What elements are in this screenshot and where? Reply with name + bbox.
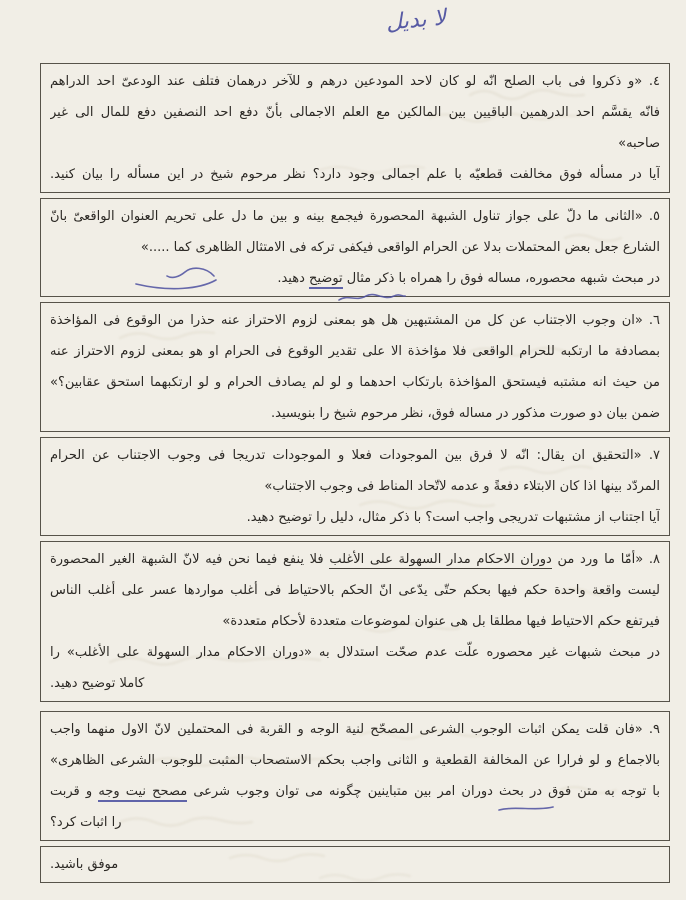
question-4-instruction: آيا در مسأله فوق مخالفت قطعيّه با علم اجمالى وجود دارد؟ نظر مرحوم شيخ در اين مسأله را بيان كنيد. (50, 167, 660, 182)
question-8-line-1 (50, 544, 660, 575)
pen-underlined-word: توضيح (309, 271, 343, 289)
instruction-text: در مبحث شبهه محصوره، مساله فوق را همراه با ذكر مثال (342, 271, 660, 286)
question-7-line-1: ٧. «التحقيق ان يقال: انّه لا فرق بين الموجودات فعلا و الموجودات تدريجا فى وجوب الاجتناب عن الحرام (50, 448, 660, 463)
instruction-text: دهيد. (277, 271, 309, 286)
question-9-instruction-2: را اثبات كرد؟ (50, 815, 122, 830)
question-8-line-3: فيرتفع حكم الاحتياط فيها مطلقا بل هى عنوان لموضوعات متعددة لأحكام متعددة» (222, 614, 660, 629)
question-5-line-1: ٥. «الثانى ما دلّ على جواز تناول الشبهة المحصورة فيجمع بينه و بين ما دل على تحريم العنوان الواقعىّ بانّ (50, 209, 660, 224)
question-block-4 (40, 63, 670, 193)
instruction-text: و قربت (50, 784, 99, 799)
question-8-instruction-1: در مبحث شبهات غير محصوره علّت عدم صحّت استدلال به «دوران الاحكام مدار السهولة على الأغلب» را (50, 645, 660, 660)
question-5-line-2: الشارع جعل بعض المحتملات بدلا عن الحرام الواقعى فيكفى تركه فى الامتثال الظاهرى كما .....» (140, 240, 660, 255)
printed-underlined-phrase: دوران الاحكام مدار السهولة على الأغلب (329, 552, 552, 567)
questions-table (40, 63, 670, 888)
question-9-line-1: ٩. «فان قلت يمكن اثبات الوجوب الشرعى المصحّح لنية الوجه و القربة فى المحتملين لانّ الاول منهما واجب (50, 722, 660, 737)
question-9-instruction-1 (50, 776, 660, 807)
question-4-line-2: فانّه يقسَّم احد الدرهمين الباقيين بين المالكين مع العلم الاجمالى بأنّ دفع احد النصفين دفع للمال الى غير (50, 105, 660, 120)
instruction-text: با توجه به متن فوق در بحث دوران امر بين متباينين چگونه مى توان وجوب شرعى (187, 784, 660, 799)
quote-text: فلا ينفع فيما نحن فيه لانّ الشبهة الغير المحصورة (50, 552, 330, 567)
question-7-instruction: آيا اجتناب از مشتبهات تدريجى واجب است؟ با ذكر مثال، دليل را توضيح دهيد. (246, 510, 660, 525)
handwritten-note: لا بدیل (385, 5, 447, 36)
question-5-instruction (50, 263, 660, 294)
closing-block (40, 846, 670, 883)
question-7-line-2: المردّد بينها اذا كان الابتلاء دفعةً و عدمه لاتّحاد المناط فى وجوب الاجتناب» (264, 479, 660, 494)
question-4-line-3: صاحبه» (618, 136, 660, 151)
question-block-8 (40, 541, 670, 702)
question-9-line-2: بالاجماع و لو فرارا عن المخالفة القطعية و الثانى واجب بحكم الاستصحاب المثبت للوجوب الشرعى الظاهرى» (50, 753, 660, 768)
pen-underlined-phrase: مصحح نيت وجه (98, 784, 187, 802)
question-6-line-1: ٦. «ان وجوب الاجتناب عن كل من المشتبهين هل هو بمعنى لزوم الاحتراز عنه حذرا من الوقوع فى المؤاخذة (50, 313, 660, 328)
question-block-5 (40, 198, 670, 297)
question-6-line-3: من حيث انه مشتبه فيستحق المؤاخذة بارتكاب احدهما و لو لم يصادف الحرام و لو ارتكبهما استحق عقابين؟» (50, 375, 660, 390)
question-6-instruction: ضمن بيان دو صورت مذكور در مساله فوق، نظر مرحوم شيخ را بنويسيد. (271, 406, 660, 421)
question-block-6 (40, 302, 670, 432)
quote-text: ٨. «أمّا ما ورد من (551, 552, 660, 567)
closing-text: موفق باشيد. (50, 857, 119, 872)
question-block-9 (40, 711, 670, 841)
question-8-instruction-2: كاملا توضيح دهيد. (50, 676, 145, 691)
question-8-line-2: ليست واقعة واحدة حكم فيها بحكم حتّى يدّعى انّ الحكم بالاحتياط فى أغلب مواردها عسر على أغلب الناس (50, 583, 660, 598)
question-4-line-1: ٤. «و ذكروا فى باب الصلح انّه لو كان لاحد المودعين درهم و للآخر درهمان فتلف عند الودعىّ احد الدراهم (50, 74, 660, 89)
question-block-7 (40, 437, 670, 536)
question-6-line-2: بمصادفة ما ارتكبه للحرام الواقعى فلا مؤاخذة الا على تقدير الوقوع فى الحرام او هو بمعنى لزوم الاحتراز عنه (50, 344, 660, 359)
